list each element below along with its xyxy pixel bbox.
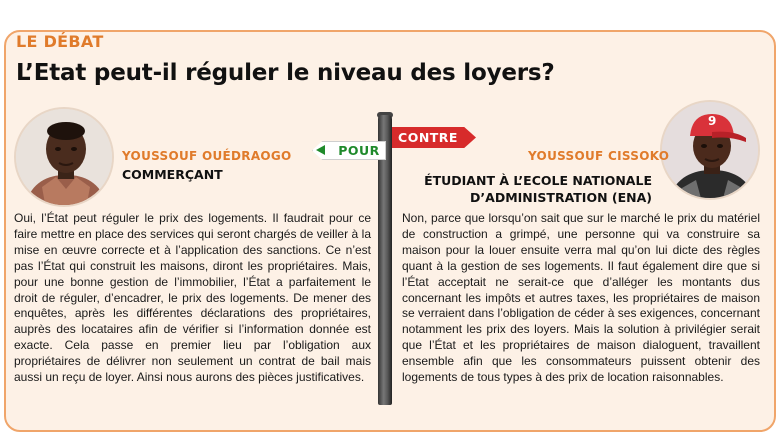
headline: L’Etat peut-il réguler le niveau des loyers? (16, 60, 555, 86)
speaker-role-right-line1: ÉTUDIANT À L’ECOLE NATIONALE (424, 173, 652, 188)
contre-sign-label: CONTRE (398, 130, 458, 145)
speaker-name-right: YOUSSOUF CISSOKO (528, 149, 670, 163)
pour-arrow-icon (316, 145, 325, 155)
section-label: LE DÉBAT (16, 32, 104, 51)
avatar-youssouf-cissoko (660, 100, 760, 200)
speaker-role-left: COMMERÇANT (122, 167, 223, 182)
speaker-role-right-line2: D’ADMINISTRATION (ENA) (470, 190, 652, 205)
cap-number: 9 (708, 114, 717, 128)
speaker-name-left: YOUSSOUF OUÉDRAOGO (122, 149, 292, 163)
avatar-youssouf-ouedraogo (14, 107, 114, 207)
pour-sign-label: POUR (338, 143, 380, 158)
speaker-role-right (412, 172, 652, 206)
argument-pour-text: Oui, l’État peut réguler le prix des logements. Il faudrait pour ce faire mettre en place des services qui seront chargés de veiller à la mise en œuvre correcte et à l’application des sanctions. Ce n’est pas l’État qui construit les maisons, diront les propriétaires. Mais, pour une bonne gestion de l’immobilier, l’État a parfaitement le droit de réguler, d’encadrer, le prix des logements. De mener des enquêtes, après les différentes déclarations des propriétaires, auprès des locataires afin de vérifier si l’information donnée est exacte. Cela passe en premier lieu par l’obligation aux propriétaires de délivrer non seulement un contrat de bail mais aussi un reçu de loyer. Ainsi nous aurons des pièces justificatives. (14, 211, 371, 385)
argument-contre-text: Non, parce que lorsqu’on sait que sur le marché le prix du matériel de construction a grimpé, une personne qui va construire sa maison pour la louer ensuite verra mal qu’on lui dicte des règles quant à la gestion de ses logements. Il faut également dire que si l’État acceptait ne serait-ce que d’alléger les montants dus concernant les impôts et autres taxes, les propriétaires de maison se verraient dans l’obligation de céder à ses exigences, concernant notamment les prix des loyers. Mais la solution à privilégier serait que l’État et les propriétaires de maison dialoguent, travaillent ensemble afin que les consommateurs puissent obtenir des logements de tous types à des prix de location raisonnables. (402, 211, 760, 385)
portrait-left-image (16, 109, 114, 207)
